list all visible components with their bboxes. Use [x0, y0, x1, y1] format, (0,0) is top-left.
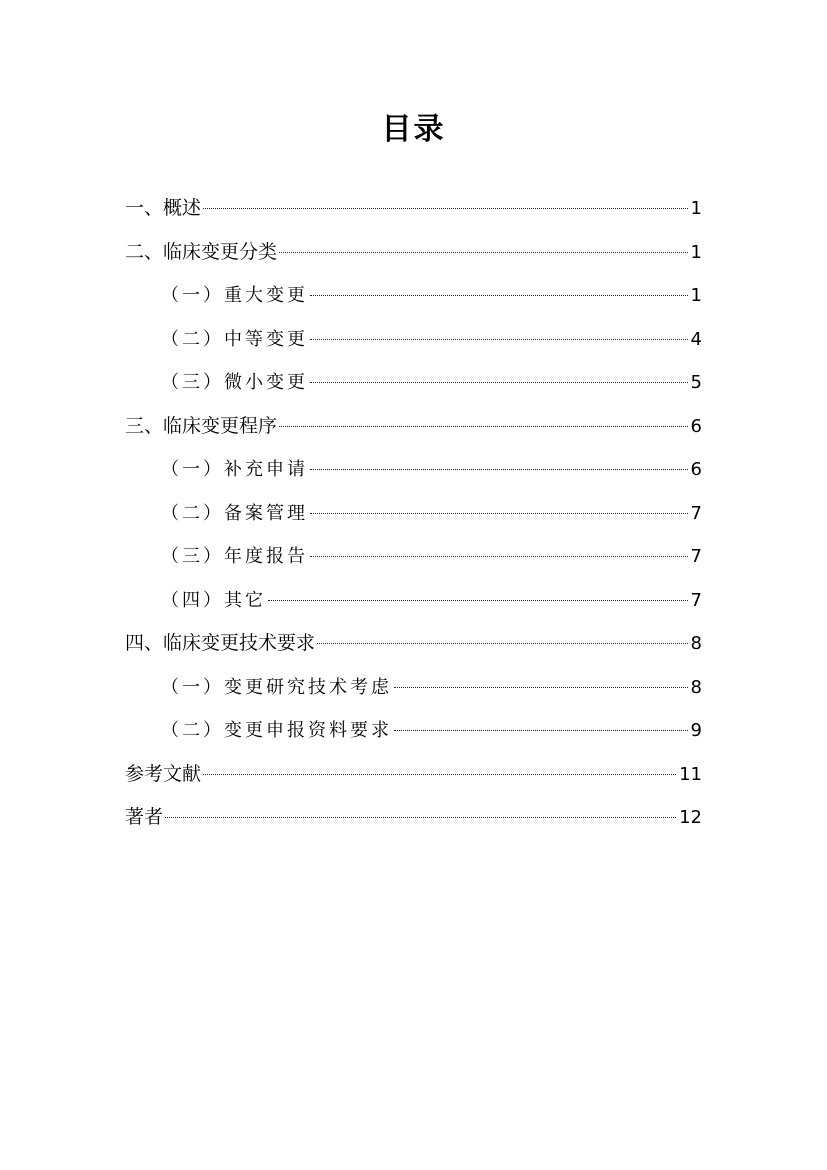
- toc-entry[interactable]: [125, 753, 702, 797]
- toc-entry-label: 二、临床变更分类: [125, 240, 278, 263]
- dot-leader: [279, 252, 688, 253]
- dot-leader: [394, 730, 688, 731]
- toc-entry-page-number: 7: [690, 546, 702, 567]
- toc-entry[interactable]: [125, 622, 702, 666]
- dot-leader: [310, 469, 688, 470]
- toc-entry-page-number: 7: [690, 589, 702, 611]
- dot-leader: [310, 339, 688, 340]
- dot-leader: [394, 687, 688, 688]
- table-of-contents: [125, 187, 702, 840]
- toc-entry[interactable]: [125, 187, 702, 231]
- toc-entry-label: （一）补充申请: [161, 459, 308, 480]
- toc-entry[interactable]: [125, 709, 702, 753]
- toc-entry[interactable]: [125, 796, 702, 840]
- toc-entry-label: （二）备案管理: [161, 502, 308, 524]
- toc-entry-label: （四）其它: [161, 589, 266, 611]
- toc-entry[interactable]: [125, 666, 702, 710]
- toc-entry-label: （二）中等变更: [161, 328, 308, 350]
- toc-entry-page-number: 1: [690, 241, 702, 263]
- toc-entry-page-number: 8: [690, 633, 702, 654]
- toc-entry[interactable]: [125, 405, 702, 449]
- dot-leader: [310, 513, 688, 514]
- dot-leader: [317, 643, 688, 644]
- toc-entry[interactable]: [125, 492, 702, 536]
- toc-entry-page-number: 5: [690, 372, 702, 393]
- dot-leader: [310, 382, 688, 383]
- toc-entry-label: （三）微小变更: [161, 372, 308, 393]
- dot-leader: [310, 556, 688, 557]
- toc-entry-page-number: 6: [690, 459, 702, 480]
- toc-entry-page-number: 9: [690, 720, 702, 741]
- toc-entry-page-number: 7: [690, 502, 702, 524]
- toc-entry-label: （一）重大变更: [161, 285, 308, 306]
- toc-entry-label: （三）年度报告: [161, 546, 308, 567]
- toc-entry[interactable]: [125, 579, 702, 623]
- toc-entry-page-number: 11: [679, 763, 702, 785]
- toc-entry[interactable]: [125, 318, 702, 362]
- toc-entry-page-number: 1: [690, 198, 702, 219]
- toc-entry[interactable]: [125, 231, 702, 275]
- toc-entry-page-number: 1: [690, 285, 702, 306]
- page-title: 目录: [381, 112, 446, 147]
- toc-entry-label: 一、概述: [125, 197, 202, 219]
- toc-entry[interactable]: [125, 448, 702, 492]
- toc-entry-label: 著者: [125, 806, 164, 828]
- dot-leader: [203, 208, 688, 209]
- toc-entry[interactable]: [125, 274, 702, 318]
- dot-leader: [165, 817, 676, 818]
- toc-entry-label: 参考文献: [125, 762, 202, 785]
- toc-entry-page-number: 8: [690, 676, 702, 698]
- toc-entry-page-number: 12: [679, 807, 702, 828]
- dot-leader: [310, 295, 688, 296]
- dot-leader: [203, 774, 676, 775]
- toc-entry[interactable]: [125, 361, 702, 405]
- toc-entry[interactable]: [125, 535, 702, 579]
- toc-entry-label: （二）变更申报资料要求: [161, 720, 392, 741]
- toc-entry-label: 四、临床变更技术要求: [125, 632, 316, 654]
- dot-leader: [279, 426, 688, 427]
- toc-entry-page-number: 6: [690, 415, 702, 437]
- toc-entry-label: （一）变更研究技术考虑: [161, 676, 392, 698]
- toc-entry-label: 三、临床变更程序: [125, 414, 278, 437]
- toc-entry-page-number: 4: [690, 328, 702, 350]
- dot-leader: [268, 600, 688, 601]
